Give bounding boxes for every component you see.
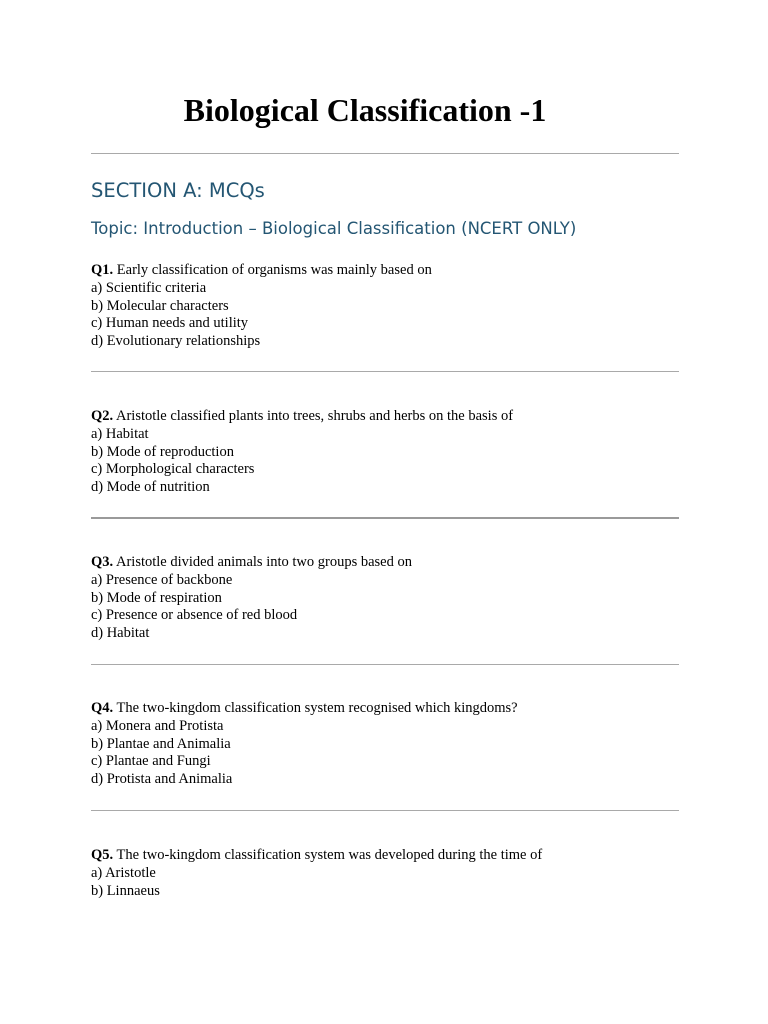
option-c: c) Morphological characters <box>91 461 255 478</box>
option-c: c) Human needs and utility <box>91 315 249 332</box>
option-c: c) Presence or absence of red blood <box>91 607 298 624</box>
option-c: c) Plantae and Fungi <box>91 753 211 770</box>
question-text: The two-kingdom classification system recognised which kingdoms? <box>116 700 518 716</box>
question-number: Q5. <box>91 847 114 863</box>
option-a: a) Habitat <box>91 425 149 442</box>
question-stem <box>91 554 412 572</box>
question-stem <box>91 847 542 865</box>
page-title: Biological Classification -1 <box>183 92 547 128</box>
option-d: d) Protista and Animalia <box>91 771 233 788</box>
option-b: b) Molecular characters <box>91 297 229 314</box>
question-number: Q1. <box>91 262 114 278</box>
question-3 <box>91 554 412 643</box>
option-d: d) Habitat <box>91 625 150 642</box>
option-a: a) Monera and Protista <box>91 717 224 734</box>
option-a: a) Aristotle <box>91 864 156 881</box>
question-stem <box>91 408 513 426</box>
topic-heading: Topic: Introduction – Biological Classification (NCERT ONLY) <box>91 219 577 238</box>
question-1 <box>91 262 432 351</box>
question-number: Q2. <box>91 408 114 424</box>
option-b: b) Mode of respiration <box>91 589 222 606</box>
section-heading: SECTION A: MCQs <box>91 179 265 202</box>
question-number: Q4. <box>91 700 114 716</box>
question-divider <box>91 664 679 665</box>
option-a: a) Presence of backbone <box>91 571 233 588</box>
question-number: Q3. <box>91 554 114 570</box>
option-a: a) Scientific criteria <box>91 279 207 296</box>
question-stem <box>91 262 432 280</box>
question-text: Early classification of organisms was mainly based on <box>116 262 432 278</box>
question-divider <box>91 810 679 811</box>
question-2 <box>91 408 513 497</box>
option-d: d) Mode of nutrition <box>91 479 210 496</box>
question-divider <box>91 371 679 372</box>
question-divider <box>91 517 679 519</box>
question-text: The two-kingdom classification system was developed during the time of <box>116 847 543 863</box>
option-b: b) Plantae and Animalia <box>91 735 231 752</box>
question-5 <box>91 847 542 900</box>
option-b: b) Linnaeus <box>91 882 160 899</box>
option-d: d) Evolutionary relationships <box>91 333 261 350</box>
question-4 <box>91 700 518 789</box>
question-stem <box>91 700 518 718</box>
question-text: Aristotle classified plants into trees, shrubs and herbs on the basis of <box>115 408 514 424</box>
title-divider <box>91 153 679 154</box>
option-b: b) Mode of reproduction <box>91 443 234 460</box>
question-text: Aristotle divided animals into two groups based on <box>115 554 412 570</box>
